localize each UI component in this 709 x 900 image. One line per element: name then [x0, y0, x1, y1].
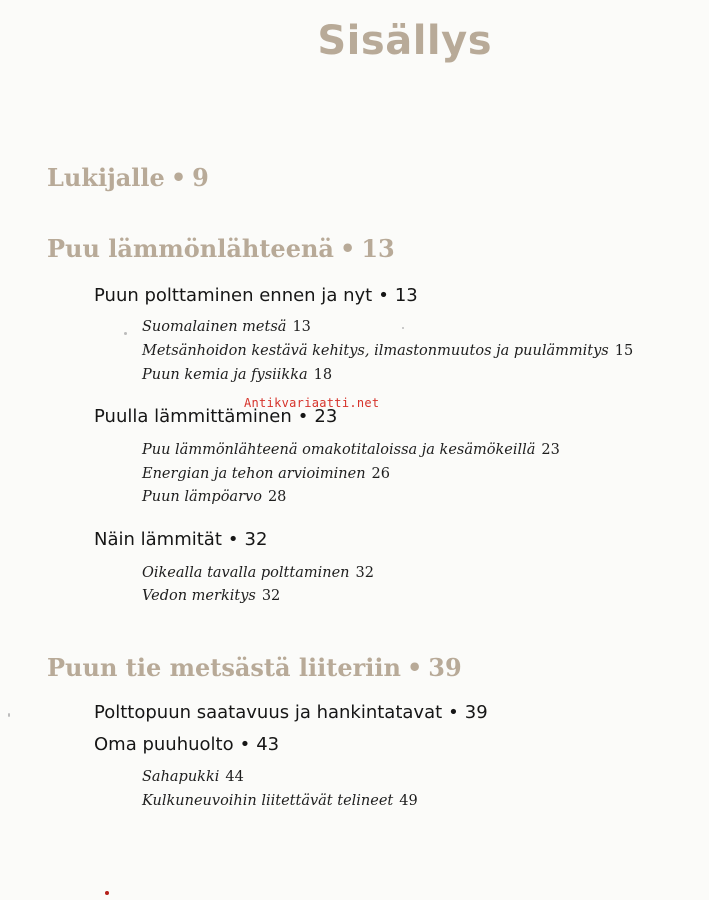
toc-chapter[interactable]: [94, 285, 418, 306]
section-page: 49: [399, 793, 418, 809]
toc-section[interactable]: [142, 565, 374, 581]
toc-section[interactable]: [142, 466, 390, 482]
scan-speck: [8, 713, 10, 717]
bullet-dot-icon: •: [227, 529, 239, 550]
toc-part-lukijalle[interactable]: [47, 163, 209, 192]
bullet-dot-icon: •: [406, 653, 423, 682]
toc-section[interactable]: [142, 769, 244, 785]
page-title: Sisällys: [317, 18, 492, 64]
toc-section[interactable]: [142, 442, 560, 458]
chapter-title: Oma puuhuolto: [94, 734, 234, 755]
section-page: 26: [371, 466, 390, 482]
chapter-page: 39: [464, 702, 488, 723]
section-page: 13: [292, 319, 311, 335]
scan-speck: [124, 332, 127, 335]
scan-speck: [402, 327, 404, 329]
watermark: Antikvariaatti.net: [244, 396, 380, 410]
part-title: Puun tie metsästä liiteriin: [47, 653, 401, 682]
section-page: 18: [313, 367, 333, 383]
chapter-page: 13: [394, 285, 418, 306]
section-page: 28: [267, 489, 287, 505]
part-page: 13: [361, 234, 395, 263]
section-page: 44: [225, 769, 244, 785]
toc-section[interactable]: [142, 319, 311, 335]
bullet-dot-icon: •: [170, 163, 187, 192]
chapter-page: 43: [256, 734, 280, 755]
chapter-page: 23: [314, 406, 338, 427]
section-page: 32: [261, 588, 281, 604]
section-page: 15: [614, 343, 634, 359]
section-title: Vedon merkitys: [142, 588, 256, 604]
section-title: Energian ja tehon arvioiminen: [142, 466, 366, 482]
toc-section[interactable]: [142, 588, 280, 604]
toc-chapter[interactable]: [94, 529, 267, 550]
toc-part-1[interactable]: [47, 234, 395, 263]
section-title: Metsänhoidon kestävä kehitys, ilmastonmuutos ja puulämmitys: [142, 343, 609, 359]
part-page: 9: [192, 163, 209, 192]
toc-section[interactable]: [142, 367, 332, 383]
section-title: Oikealla tavalla polttaminen: [142, 565, 350, 581]
toc-section[interactable]: [142, 343, 633, 359]
section-title: Puun lämpöarvo: [142, 489, 262, 505]
chapter-title: Näin lämmität: [94, 529, 222, 550]
section-page: 23: [541, 442, 560, 458]
chapter-page: 32: [244, 529, 268, 550]
part-page: 39: [428, 653, 462, 682]
toc-part-2[interactable]: [47, 653, 462, 682]
bullet-dot-icon: •: [339, 234, 356, 263]
chapter-title: Puulla lämmittäminen: [94, 406, 292, 427]
section-page: 32: [355, 565, 374, 581]
section-title: Puun kemia ja fysiikka: [142, 367, 308, 383]
bullet-dot-icon: •: [378, 285, 389, 306]
bullet-dot-icon: •: [297, 406, 309, 427]
scan-speck: [105, 891, 109, 895]
toc-chapter[interactable]: [94, 702, 488, 723]
bullet-dot-icon: •: [448, 702, 459, 723]
section-title: Puu lämmönlähteenä omakotitaloissa ja kesämökeillä: [142, 442, 536, 458]
toc-section[interactable]: [142, 793, 418, 809]
bullet-dot-icon: •: [239, 734, 251, 755]
part-title: Puu lämmönlähteenä: [47, 234, 334, 263]
chapter-title: Puun polttaminen ennen ja nyt: [94, 285, 373, 306]
section-title: Kulkuneuvoihin liitettävät telineet: [142, 793, 394, 809]
chapter-title: Polttopuun saatavuus ja hankintatavat: [94, 702, 443, 723]
section-title: Sahapukki: [142, 769, 220, 785]
toc-chapter[interactable]: [94, 734, 279, 755]
toc-section[interactable]: [142, 489, 286, 505]
section-title: Suomalainen metsä: [142, 319, 287, 335]
part-title: Lukijalle: [47, 163, 165, 192]
